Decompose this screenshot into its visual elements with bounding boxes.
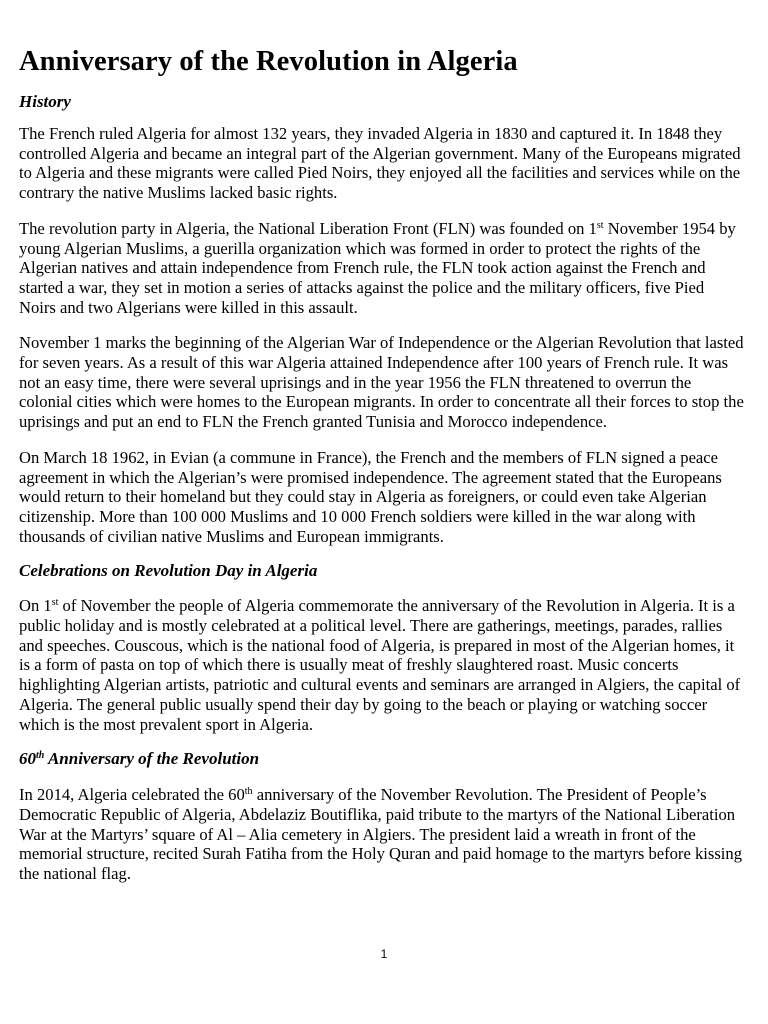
celebrations-paragraph-rest: of November the people of Algeria commemorate the anniversary of the Revolution in Algeria. It is a public holiday and is mostly celebrated at a political level. There are gatherings, meetings, parades, rallies and speeches. Couscous, which is the national food of Algeria, is prepared in most of the Algerian homes, it is a form of pasta on top of which there is usually meat of freshly slaughtered roast. Music concerts highlighting Algerian artists, patriotic and cultural events and seminars are arranged in Algiers, the capital of Algeria. The general public usually spend their day by going to the beach or playing or watching soccer which is the most prevalent sport in Algeria. [19, 596, 741, 734]
celebrations-heading: Celebrations on Revolution Day in Algeria [19, 561, 318, 581]
page-title: Anniversary of the Revolution in Algeria [19, 46, 518, 77]
history-paragraph-2 [19, 219, 744, 318]
sixtieth-paragraph-rest: anniversary of the November Revolution. The President of People’s Democratic Republic of Algeria, Abdelaziz Boutiflika, paid tribute to the martyrs of the National Liberation War at the Martyrs’ square of Al – Alia cemetery in Algiers. The president laid a wreath in front of the memorial structure, recited Surah Fatiha from the Holy Quran and paid homage to the martyrs before kissing the national flag. [19, 785, 743, 884]
sixtieth-anniversary-paragraph [19, 785, 744, 884]
ordinal-suffix: st [51, 597, 59, 609]
history-paragraph-2-rest: November 1954 by young Algerian Muslims, a guerilla organization which was formed in order to protect the rights of the Algerian natives and attain independence from French rule, the FLN took action against the French and started a war, they set in motion a series of attacks against the police and the military officers, five Pied Noirs and two Algerians were killed in this assault. [19, 218, 736, 317]
history-paragraph-3: November 1 marks the beginning of the Algerian War of Independence or the Algerian Revolution that lasted for seven years. As a result of this war Algeria attained Independence after 100 years of French rule. It was not an easy time, there were several uprisings and in the year 1956 the FLN threatened to overrun the colonial cities which were homes to the European migrants. In order to concentrate all their forces to stop the uprisings and put an end to FLN the French granted Tunisia and Morocco independence. [19, 333, 744, 432]
page-number: 1 [380, 947, 388, 961]
sixtieth-heading-number: 60 [19, 749, 36, 769]
ordinal-suffix: th [244, 786, 253, 798]
sixtieth-heading-rest: Anniversary of the Revolution [44, 749, 260, 769]
ordinal-suffix: th [36, 750, 45, 762]
ordinal-suffix: st [596, 219, 604, 231]
document-page [19, 0, 744, 884]
sixtieth-anniversary-heading [19, 749, 744, 769]
history-paragraph-1: The French ruled Algeria for almost 132 years, they invaded Algeria in 1830 and captured it. In 1848 they controlled Algeria and became an integral part of the Algerian government. Many of the Europeans migrated to Algeria and these migrants were called Pied Noirs, they enjoyed all the facilities and services while on the contrary the native Muslims lacked basic rights. [19, 124, 741, 203]
sixtieth-paragraph-start: In 2014, Algeria celebrated the 60 [19, 785, 245, 805]
history-paragraph-4: On March 18 1962, in Evian (a commune in France), the French and the members of FLN signed a peace agreement in which the Algerian’s were promised independence. The agreement stated that the Europeans would return to their homeland but they could stay in Algeria as foreigners, or could even take Algerian citizenship. More than 100 000 Muslims and 10 000 French soldiers were killed in the war along with thousands of civilian native Muslims and European immigrants. [19, 447, 722, 546]
history-paragraph-2-start: The revolution party in Algeria, the National Liberation Front (FLN) was founded on 1 [19, 218, 597, 238]
celebrations-paragraph-start: On 1 [19, 596, 52, 616]
history-heading: History [19, 92, 71, 111]
celebrations-paragraph [19, 596, 744, 734]
